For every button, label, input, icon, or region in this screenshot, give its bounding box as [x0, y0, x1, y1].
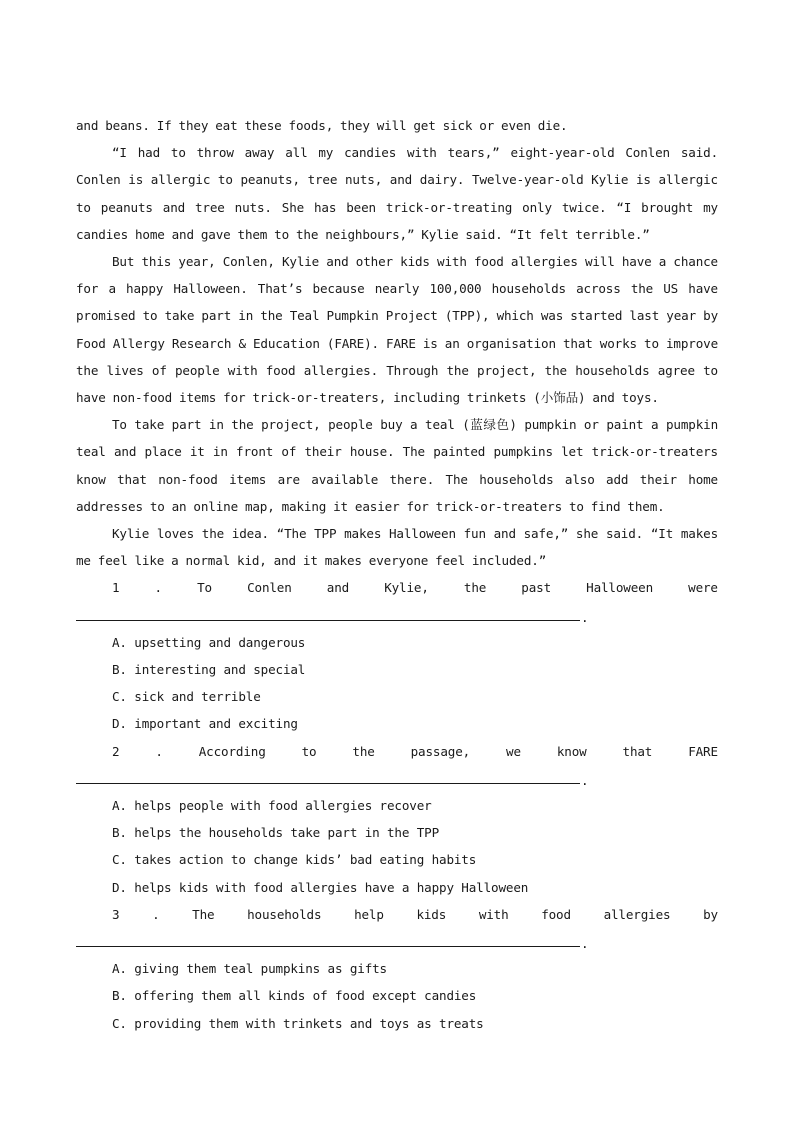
question-3-answer-blank[interactable]	[76, 928, 718, 955]
question-3-option-c[interactable]: C. providing them with trinkets and toys as treats	[112, 1015, 484, 1031]
question-word: past	[521, 580, 552, 596]
blank-period: .	[581, 936, 589, 952]
question-1-answer-blank[interactable]	[76, 602, 718, 629]
blank-period: .	[581, 772, 589, 788]
question-1-option-c[interactable]: C. sick and terrible	[112, 689, 261, 705]
question-1-option-d[interactable]: D. important and exciting	[112, 716, 298, 732]
question-word: 3	[112, 906, 120, 922]
question-1-option-b[interactable]: B. interesting and special	[112, 662, 306, 678]
question-word: the	[352, 743, 375, 759]
answer-line	[76, 606, 580, 621]
question-word: 1	[112, 580, 120, 596]
question-word: help	[354, 906, 384, 922]
question-word: with	[478, 906, 509, 922]
question-2-option-d[interactable]: D. helps kids with food allergies have a happy Halloween	[112, 879, 529, 895]
question-3-option-a[interactable]: A. giving them teal pumpkins as gifts	[112, 961, 387, 977]
question-2-option-b[interactable]: B. helps the households take part in the TPP	[112, 825, 440, 841]
question-word: .	[154, 580, 162, 596]
question-word: Conlen	[247, 580, 292, 596]
question-1-option-a[interactable]: A. upsetting and dangerous	[112, 634, 306, 650]
question-word: households	[247, 906, 322, 922]
question-word: Kylie,	[384, 580, 429, 596]
question-word: the	[463, 580, 487, 596]
question-word: FARE	[688, 743, 718, 759]
question-word: by	[703, 906, 718, 922]
answer-line	[76, 769, 580, 784]
question-word: that	[622, 743, 653, 759]
question-word: to	[301, 743, 317, 759]
question-word: .	[155, 743, 163, 759]
passage-paragraph-1: “I had to throw away all my candies with tears,” eight-year-old Conlen said. Conlen is allergic to peanuts, tree nuts, and dairy. Twelve-year-old Kylie is allergic to peanuts and tree nuts. She has been trick-or-treating only twice. “I brought my candies home and gave them to the neighbours,” Kylie said. “It felt terrible.”	[76, 145, 718, 242]
question-word: were	[688, 580, 718, 596]
question-2-option-a[interactable]: A. helps people with food allergies recover	[112, 798, 432, 814]
question-word: allergies	[603, 906, 671, 922]
question-3-stem	[76, 901, 718, 928]
question-3-option-b[interactable]: B. offering them all kinds of food except candies	[112, 988, 477, 1004]
question-word: 2	[112, 743, 120, 759]
question-word: .	[152, 906, 160, 922]
passage-paragraph-3: To take part in the project, people buy a teal (蓝绿色) pumpkin or paint a pumpkin teal and place it in front of their house. The painted pumpkins let trick-or-treaters know that non-food items are available there. The households also add their home addresses to an online map, making it easier for trick-or-treaters to find them.	[76, 417, 718, 514]
question-word: food	[541, 906, 571, 922]
question-word: passage,	[410, 743, 471, 759]
question-word: The	[192, 906, 215, 922]
passage-paragraph-0: and beans. If they eat these foods, they will get sick or even die.	[76, 118, 568, 133]
question-word: and	[326, 580, 350, 596]
question-1-stem	[76, 574, 718, 601]
blank-period: .	[581, 609, 589, 625]
question-2-stem	[76, 738, 718, 765]
question-word: we	[506, 743, 521, 759]
reading-passage	[76, 112, 718, 1037]
question-word: To	[197, 580, 212, 596]
question-word: Halloween	[586, 580, 654, 596]
question-2-option-c[interactable]: C. takes action to change kids’ bad eating habits	[112, 852, 477, 868]
passage-paragraph-4: Kylie loves the idea. “The TPP makes Halloween fun and safe,” she said. “It makes me feel like a normal kid, and it makes everyone feel included.”	[76, 526, 718, 569]
question-word: According	[198, 743, 266, 759]
question-word: kids	[416, 906, 447, 922]
question-2-answer-blank[interactable]	[76, 765, 718, 792]
answer-line	[76, 932, 580, 947]
question-word: know	[556, 743, 587, 759]
passage-paragraph-2: But this year, Conlen, Kylie and other kids with food allergies will have a chance for a happy Halloween. That’s because nearly 100,000 households across the US have promised to take part in the Teal Pumpkin Project (TPP), which was started last year by Food Allergy Research & Education (FARE). FARE is an organisation that works to improve the lives of people with food allergies. Through the project, the households agree to have non-food items for trick-or-treaters, including trinkets (小饰品) and toys.	[76, 254, 718, 406]
